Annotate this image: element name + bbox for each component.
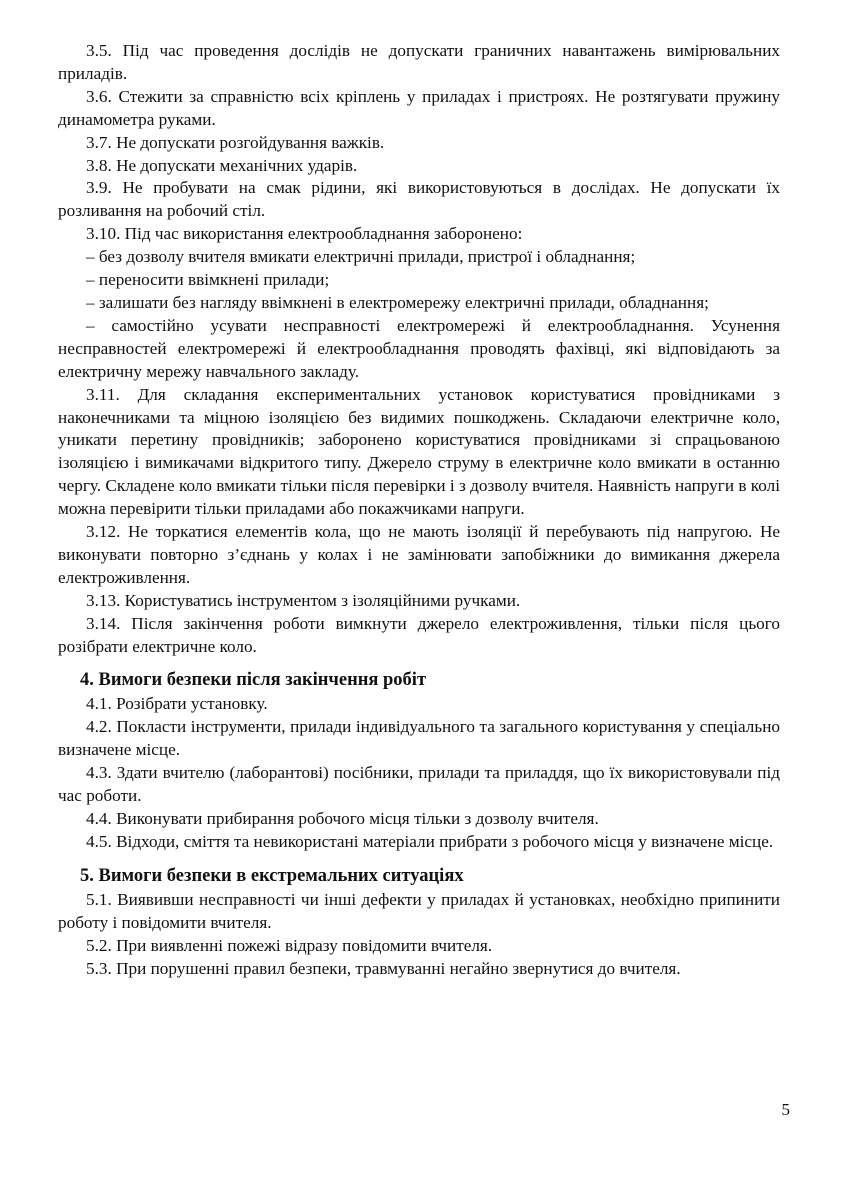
paragraph-3-10: 3.10. Під час використання електрообладнання заборонено: — [86, 224, 523, 244]
list-item-3-10-a: – без дозволу вчителя вмикати електричні прилади, пристрої і обладнання; — [86, 247, 636, 267]
section-5-heading: 5. Вимоги безпеки в екстремальних ситуаціях — [80, 865, 464, 886]
section-4-heading: 4. Вимоги безпеки після закінчення робіт — [80, 670, 427, 691]
paragraph-3-9: 3.9. Не пробувати на смак рідини, які використовуються в дослідах. Не допускати їх розливання на робочий стіл. — [58, 178, 780, 221]
paragraph-3-12: 3.12. Не торкатися елементів кола, що не мають ізоляції й перебувають під напругою. Не виконувати повторно з’єднань у колах і не замінювати запобіжники до вимикання джерела електроживлення. — [58, 522, 780, 587]
paragraph-3-7: 3.7. Не допускати розгойдування важків. — [86, 132, 385, 152]
paragraph-5-3: 5.3. При порушенні правил безпеки, травмуванні негайно звернутися до вчителя. — [86, 958, 681, 978]
paragraph-3-8: 3.8. Не допускати механічних ударів. — [86, 155, 358, 175]
paragraph-3-6: 3.6. Стежити за справністю всіх кріплень у приладах і пристроях. Не розтягувати пружину динамометра руками. — [58, 86, 780, 129]
document-page — [58, 40, 780, 980]
list-item-3-10-b: – переносити ввімкнені прилади; — [86, 270, 330, 290]
paragraph-5-1: 5.1. Виявивши несправності чи інші дефекти у приладах й установках, необхідно припинити роботу і повідомити вчителя. — [58, 889, 780, 932]
paragraph-4-3: 4.3. Здати вчителю (лаборантові) посібники, прилади та приладдя, що їх використовували під час роботи. — [58, 763, 780, 806]
paragraph-4-5: 4.5. Відходи, сміття та невикористані матеріали прибрати з робочого місця у визначене місце. — [86, 831, 774, 851]
paragraph-4-1: 4.1. Розібрати установку. — [86, 694, 268, 714]
paragraph-4-2: 4.2. Покласти інструменти, прилади індивідуального та загального користування у спеціально визначене місце. — [58, 717, 780, 760]
list-item-3-10-d: – самостійно усувати несправності електромережі й електрообладнання. Усунення несправностей електромережі й електрообладнання проводять фахівці, які відповідають за електричну мережу навчального закладу. — [58, 315, 780, 381]
paragraph-4-4: 4.4. Виконувати прибирання робочого місця тільки з дозволу вчителя. — [86, 809, 599, 828]
page-number: 5 — [781, 1100, 790, 1119]
list-item-3-10-c: – залишати без нагляду ввімкнені в електромережу електричні прилади, обладнання; — [86, 292, 709, 312]
paragraph-3-14: 3.14. Після закінчення роботи вимкнути джерело електроживлення, тільки після цього розібрати електричне коло. — [58, 613, 780, 656]
paragraph-3-13: 3.13. Користуватись інструментом з ізоляційними ручками. — [86, 590, 521, 610]
paragraph-3-5: 3.5. Під час проведення дослідів не допускати граничних навантажень вимірювальних приладів. — [58, 41, 780, 83]
paragraph-5-2: 5.2. При виявленні пожежі відразу повідомити вчителя. — [86, 935, 493, 955]
paragraph-3-11: 3.11. Для складання експериментальних установок користуватися провідниками з наконечниками та міцною ізоляцією без видимих пошкоджень. Складаючи електричне коло, уникати перетину провідників; заборонено користуватися провідниками зі спрацьованою ізоляцією і вимикачами відкритого типу. Джерело струму в електричне коло вмикати в останню чергу. Складене коло вмикати тільки після перевірки і з дозволу вчителя. Наявність напруги в колі можна перевірити тільки приладами або покажчиками напруги. — [58, 384, 780, 519]
